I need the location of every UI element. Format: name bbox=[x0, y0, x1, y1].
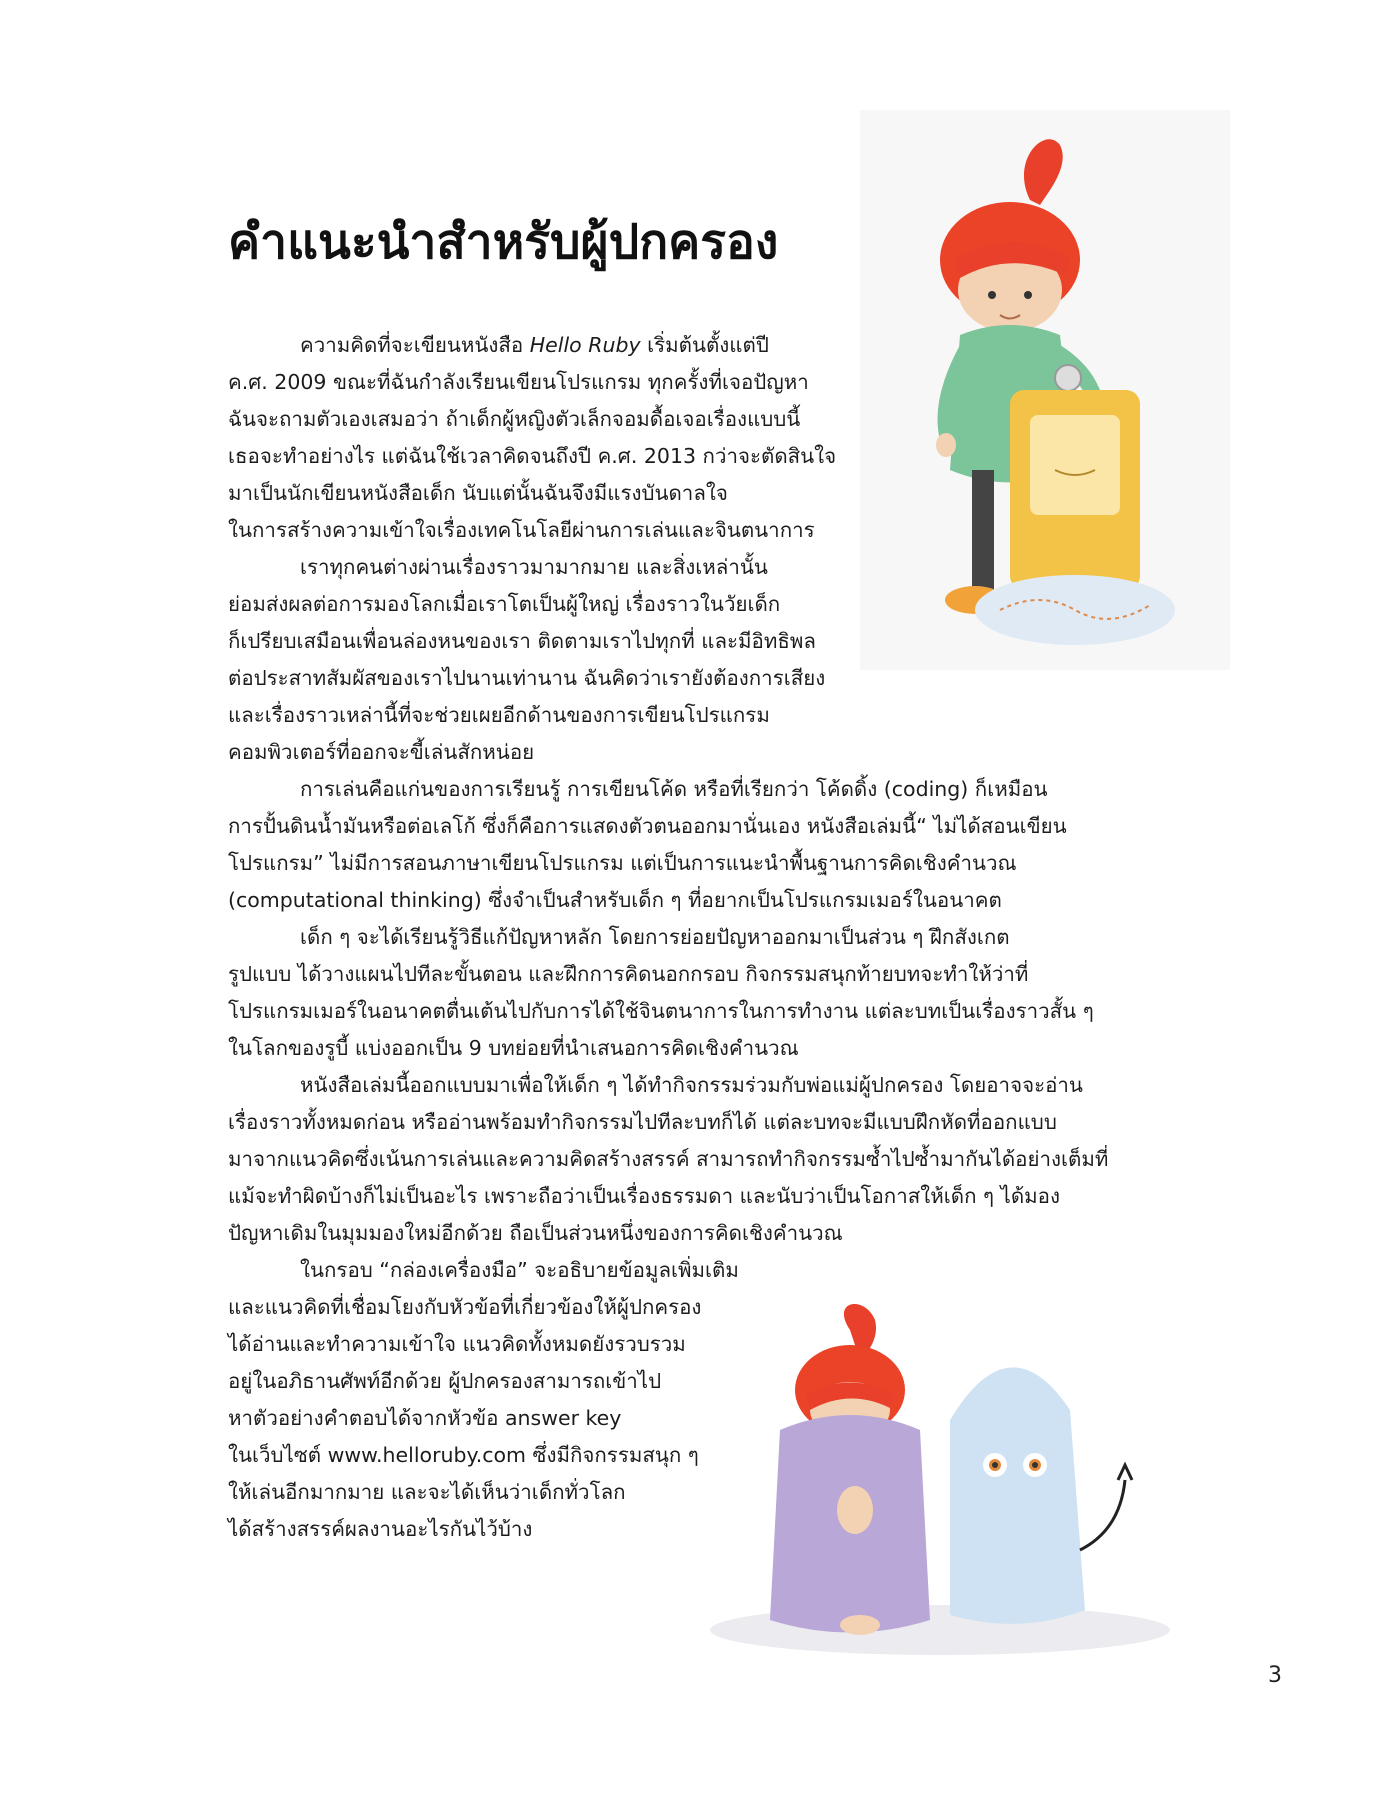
body-line: ได้อ่านและทำความเข้าใจ แนวคิดทั้งหมดยังรวบรวม bbox=[228, 1332, 686, 1356]
body-line: มาเป็นนักเขียนหนังสือเด็ก นับแต่นั้นฉันจึงมีแรงบันดาลใจ bbox=[228, 481, 728, 505]
body-line: ได้สร้างสรรค์ผลงานอะไรกันไว้บ้าง bbox=[228, 1517, 533, 1541]
body-line: ความคิดที่จะเขียนหนังสือ Hello Ruby เริ่มต้นตั้งแต่ปี bbox=[300, 333, 769, 357]
body-line: ในโลกของรูบี้ แบ่งออกเป็น 9 บทย่อยที่นำเสนอการคิดเชิงคำนวณ bbox=[228, 1036, 799, 1060]
body-line: เรื่องราวทั้งหมดก่อน หรืออ่านพร้อมทำกิจกรรมไปทีละบทก็ได้ แต่ละบทจะมีแบบฝึกหัดที่ออกแบบ bbox=[228, 1110, 1057, 1134]
body-line: ต่อประสาทสัมผัสของเราไปนานเท่านาน ฉันคิดว่าเรายังต้องการเสียง bbox=[228, 666, 826, 690]
ruby-with-ghost-illustration bbox=[690, 1300, 1190, 1660]
body-line: การปั้นดินน้ำมันหรือต่อเลโก้ ซึ่งก็คือการแสดงตัวตนออกมานั่นเอง หนังสือเล่มนี้“ ไม่ได้สอนเขียน bbox=[228, 814, 1067, 838]
body-line: ฉันจะถามตัวเองเสมอว่า ถ้าเด็กผู้หญิงตัวเล็กจอมดื้อเจอเรื่องแบบนี้ bbox=[228, 407, 801, 431]
body-line: เด็ก ๆ จะได้เรียนรู้วิธีแก้ปัญหาหลัก โดยการย่อยปัญหาออกมาเป็นส่วน ๆ ฝึกสังเกต bbox=[300, 925, 1010, 949]
body-line: ย่อมส่งผลต่อการมองโลกเมื่อเราโตเป็นผู้ใหญ่ เรื่องราวในวัยเด็ก bbox=[228, 592, 781, 616]
body-line: และเรื่องราวเหล่านี้ที่จะช่วยเผยอีกด้านของการเขียนโปรแกรม bbox=[228, 703, 770, 727]
body-line: มาจากแนวคิดซึ่งเน้นการเล่นและความคิดสร้างสรรค์ สามารถทำกิจกรรมซ้ำไปซ้ำมากันได้อย่างเต็มที่ bbox=[228, 1147, 1109, 1171]
body-line: เธอจะทำอย่างไร แต่ฉันใช้เวลาคิดจนถึงปี ค.ศ. 2013 กว่าจะตัดสินใจ bbox=[228, 444, 837, 468]
body-line: (computational thinking) ซึ่งจำเป็นสำหรับเด็ก ๆ ที่อยากเป็นโปรแกรมเมอร์ในอนาคต bbox=[228, 888, 1002, 912]
body-line: คอมพิวเตอร์ที่ออกจะขี้เล่นสักหน่อย bbox=[228, 740, 535, 764]
body-line: รูปแบบ ได้วางแผนไปทีละขั้นตอน และฝึกการคิดนอกกรอบ กิจกรรมสนุกท้ายบทจะทำให้ว่าที่ bbox=[228, 962, 1029, 986]
body-line: ปัญหาเดิมในมุมมองใหม่อีกด้วย ถือเป็นส่วนหนึ่งของการคิดเชิงคำนวณ bbox=[228, 1221, 843, 1245]
body-line: อยู่ในอภิธานศัพท์อีกด้วย ผู้ปกครองสามารถเข้าไป bbox=[228, 1369, 662, 1393]
page-number: 3 bbox=[1268, 1663, 1282, 1688]
body-line: ในการสร้างความเข้าใจเรื่องเทคโนโลยีผ่านการเล่นและจินตนาการ bbox=[228, 518, 815, 542]
body-line: เราทุกคนต่างผ่านเรื่องราวมามากมาย และสิ่งเหล่านั้น bbox=[300, 555, 768, 579]
body-line: หาตัวอย่างคำตอบได้จากหัวข้อ answer key bbox=[228, 1406, 622, 1430]
body-line: ก็เปรียบเสมือนเพื่อนล่องหนของเรา ติดตามเราไปทุกที่ และมีอิทธิพล bbox=[228, 629, 816, 653]
page-title: คำแนะนำสำหรับผู้ปกครอง bbox=[228, 214, 779, 270]
body-line: ในเว็บไซต์ www.helloruby.com ซึ่งมีกิจกรรมสนุก ๆ bbox=[228, 1443, 699, 1467]
body-line: โปรแกรมเมอร์ในอนาคตตื่นเต้นไปกับการได้ใช้จินตนาการในการทำงาน แต่ละบทเป็นเรื่องราวสั้น ๆ bbox=[228, 999, 1094, 1023]
body-line: และแนวคิดที่เชื่อมโยงกับหัวข้อที่เกี่ยวข้องให้ผู้ปกครอง bbox=[228, 1295, 702, 1319]
body-line: ค.ศ. 2009 ขณะที่ฉันกำลังเรียนเขียนโปรแกรม ทุกครั้งที่เจอปัญหา bbox=[228, 370, 809, 394]
body-line: หนังสือเล่มนี้ออกแบบมาเพื่อให้เด็ก ๆ ได้ทำกิจกรรมร่วมกับพ่อแม่ผู้ปกครอง โดยอาจจะอ่าน bbox=[300, 1073, 1083, 1097]
body-line: ในกรอบ “กล่องเครื่องมือ” จะอธิบายข้อมูลเพิ่มเติม bbox=[300, 1258, 739, 1282]
body-line: การเล่นคือแก่นของการเรียนรู้ การเขียนโค้ด หรือที่เรียกว่า โค้ดดิ้ง (coding) ก็เหมือน bbox=[300, 777, 1048, 801]
body-line: โปรแกรม” ไม่มีการสอนภาษาเขียนโปรแกรม แต่เป็นการแนะนำพื้นฐานการคิดเชิงคำนวณ bbox=[228, 851, 1017, 875]
body-line: ให้เล่นอีกมากมาย และจะได้เห็นว่าเด็กทั่วโลก bbox=[228, 1480, 626, 1504]
body-line: แม้จะทำผิดบ้างก็ไม่เป็นอะไร เพราะถือว่าเป็นเรื่องธรรมดา และนับว่าเป็นโอกาสให้เด็ก ๆ ได้มอง bbox=[228, 1184, 1061, 1208]
ruby-with-robot-illustration bbox=[860, 110, 1230, 670]
